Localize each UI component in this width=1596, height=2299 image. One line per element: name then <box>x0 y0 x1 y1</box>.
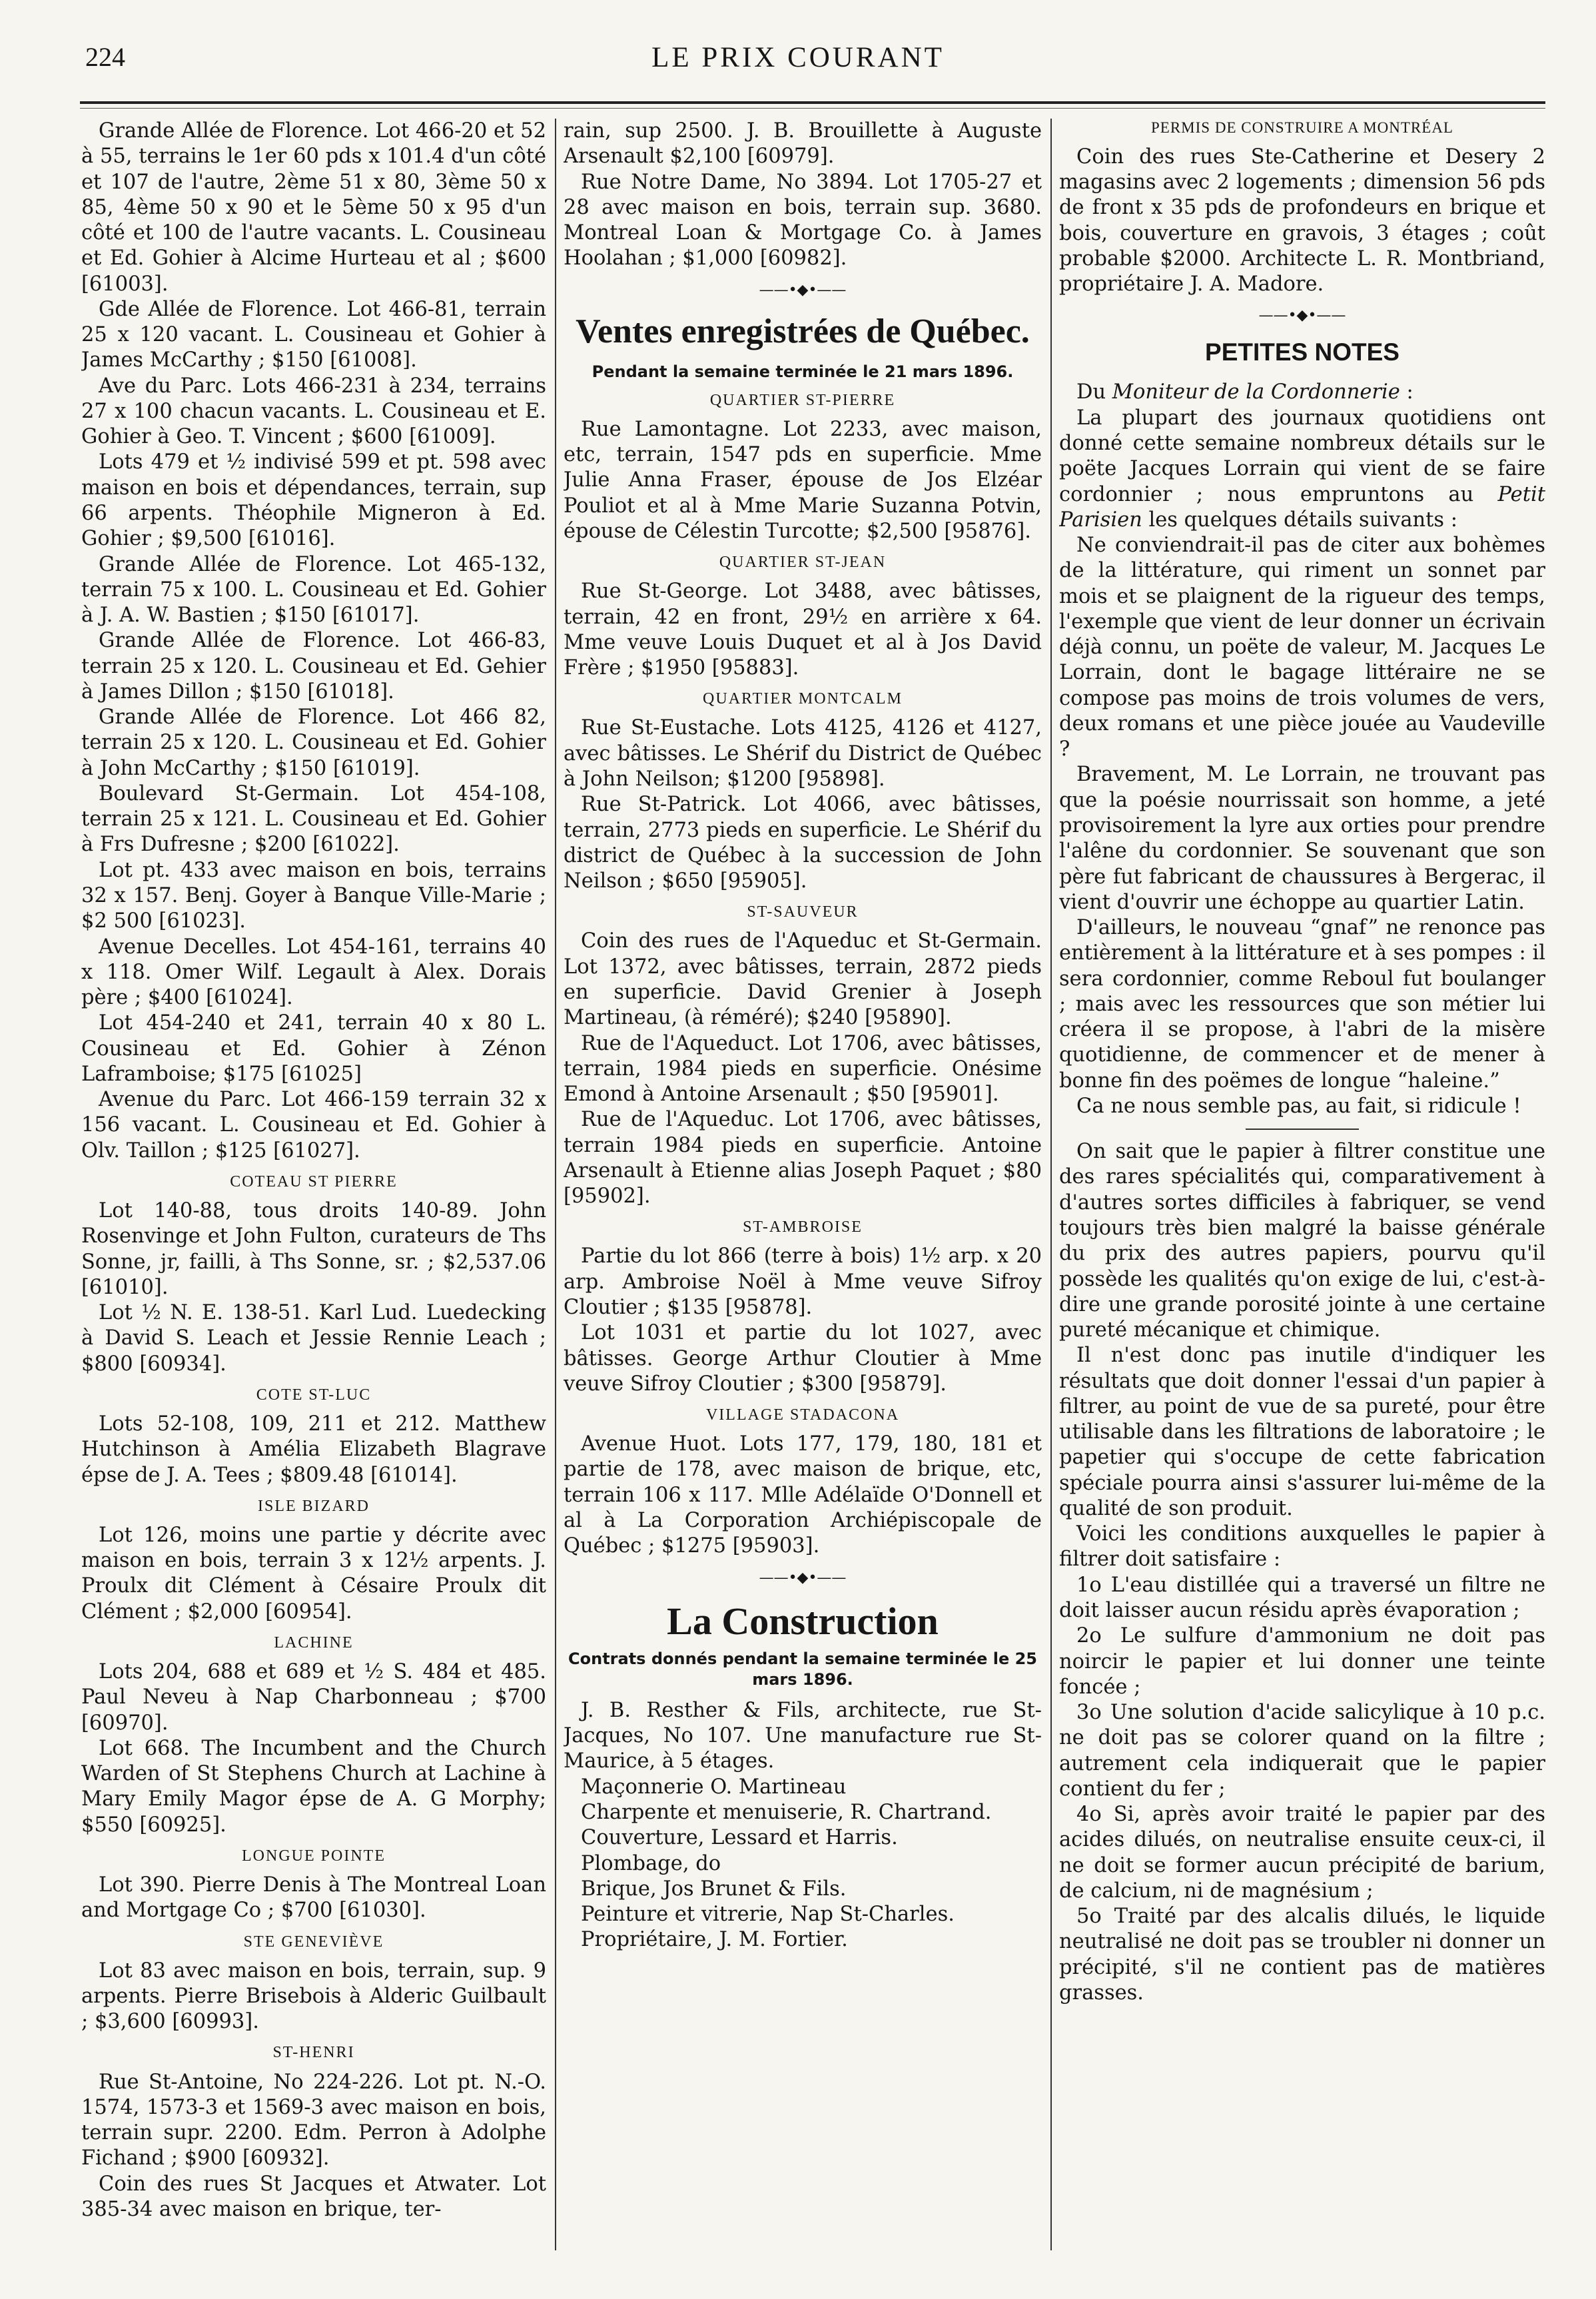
sale-entry: Grande Allée de Florence. Lot 465-132, terrain 75 x 100. L. Cousineau et Ed. Gohier à J. A. W. Bastien ; $150 [61017]. <box>81 552 546 628</box>
section-heading: ST-HENRI <box>272 2044 355 2062</box>
sale-entry: Coin des rues St Jacques et Atwater. Lot 385-34 avec maison en brique, ter- <box>81 2172 546 2221</box>
sale-entry: Avenue Huot. Lots 177, 179, 180, 181 et partie de 178, avec maison de brique, etc, terrain 106 x 117. Mlle Adélaïde O'Donnell et al à La Corporation Archiépiscopale de Québec ; $1275 [95903]. <box>564 1432 1042 1558</box>
column-divider <box>1050 119 1052 2250</box>
sale-entry: Lot 390. Pierre Denis à The Montreal Loan and Mortgage Co ; $700 [61030]. <box>81 1873 546 1923</box>
column-middle <box>564 119 1042 2257</box>
ornament-divider: ——•◆•—— <box>1258 307 1346 324</box>
sale-entry: Grande Allée de Florence. Lot 466-20 et 52 à 55, terrains le 1er 60 pds x 101.4 d'un côté et 107 de l'autre, 2ème 51 x 80, 3ème 50 x 85, 4ème 50 x 90 et le 5ème 50 x 95 d'un côté et 100 de l'autre vacants. L. Cousineau et Ed. Gohier à Alcime Hurteau et al ; $600 [61003]. <box>81 119 546 296</box>
contract-entry: Maçonnerie O. Martineau <box>581 1775 847 1799</box>
sale-entry: Lot 1031 et partie du lot 1027, avec bâtisses. George Arthur Cloutier à Mme veuve Sifroy Cloutier ; $300 [95879]. <box>564 1321 1042 1396</box>
section-title-notes: PETITES NOTES <box>1205 338 1399 366</box>
ornament-divider: ——•◆•—— <box>759 281 847 298</box>
column-divider <box>555 119 556 2250</box>
source-prefix: Du <box>1076 380 1112 404</box>
source-suffix: : <box>1399 380 1413 404</box>
sale-entry: Ave du Parc. Lots 466-231 à 234, terrains 27 x 100 chacun vacants. L. Cousineau et E. Gohier à Geo. T. Vincent ; $600 [61009]. <box>81 374 546 449</box>
condition-item: 3o Une solution d'acide salicylique à 10 p.c. ne doit pas se colorer quand on la filtre ; autrement cela indiquerait que le papier contient du fer ; <box>1059 1701 1545 1801</box>
header-rule-thin <box>80 108 1545 109</box>
header-rule <box>80 101 1545 104</box>
sale-entry: Rue de l'Aqueduct. Lot 1706, avec bâtisses, terrain, 1984 pieds en superficie. Onésime Emond à Antoine Arsenault ; $50 [95901]. <box>564 1031 1042 1107</box>
source-name: Moniteur de la Cordonnerie <box>1112 380 1400 404</box>
sale-entry: Rue Notre Dame, No 3894. Lot 1705-27 et 28 avec maison en bois, terrain sup. 3680. Montreal Loan & Mortgage Co. à James Hoolahan ; $1,000 [60982]. <box>564 170 1042 270</box>
ornament-divider: ——•◆•—— <box>759 1569 847 1586</box>
sale-entry: Rue St-Antoine, No 224-226. Lot pt. N.-O. 1574, 1573-3 et 1569-3 avec maison en bois, terrain supr. 2200. Edm. Perron à Adolphe Fichand ; $900 [60932]. <box>81 2070 546 2170</box>
sale-entry: Lot ½ N. E. 138-51. Karl Lud. Luedecking à David S. Leach et Jessie Rennie Leach ; $800 [60934]. <box>81 1301 546 1376</box>
permit-entry: Coin des rues Ste-Catherine et Desery 2 magasins avec 2 logements ; dimension 56 pds de front x 35 pds de profondeurs en brique et bois, couverture en gravois, 3 étages ; coût probable $2000. Architecte L. R. Montbriand, propriétaire J. A. Madore. <box>1059 145 1545 296</box>
section-heading: QUARTIER ST-JEAN <box>719 554 887 572</box>
section-heading: QUARTIER MONTCALM <box>703 690 903 708</box>
sale-entry: Lots 52-108, 109, 211 et 212. Matthew Hutchinson à Amélia Elizabeth Blagrave épse de J. A. Tees ; $809.48 [61014]. <box>81 1412 546 1487</box>
column-left <box>81 119 546 2257</box>
condition-item: 5o Traité par des alcalis dilués, le liquide neutralisé ne doit pas se troubler ni donner un précipité, s'il ne contient pas de matières grasses. <box>1059 1905 1545 2005</box>
section-heading: COTEAU ST PIERRE <box>230 1172 398 1190</box>
contract-entry: Couverture, Lessard et Harris. <box>581 1826 898 1850</box>
condition-item: 4o Si, après avoir traité le papier par des acides dilués, on neutralise ensuite ceux-ci, il ne doit se former aucun précipité de barium, de calcium, ni de magnésium ; <box>1059 1803 1545 1903</box>
section-heading: COTE ST-LUC <box>256 1386 372 1404</box>
article-paragraph: Ne conviendrait-il pas de citer aux bohèmes de la littérature, qui riment un sonnet par mois et se plaignent de la rigueur des temps, l'exemple que vient de leur donner un écrivain déjà connu, un poëte de valeur, M. Jacques Le Lorrain, dont le bagage littéraire ne se compose pas moins de trois volumes de vers, deux romans et une pièce jouée au Vaudeville ? <box>1059 534 1545 761</box>
section-title-construction: La Construction <box>667 1600 939 1643</box>
section-heading: STE GENEVIÈVE <box>243 1933 384 1951</box>
sale-entry: Lot 126, moins une partie y décrite avec maison en bois, terrain 3 x 12½ arpents. J. Proulx dit Clément à Césaire Proulx dit Clément ; $2,000 [60954]. <box>81 1523 546 1623</box>
sale-entry: Partie du lot 866 (terre à bois) 1½ arp. x 20 arp. Ambroise Noël à Mme veuve Sifroy Cloutier ; $135 [95878]. <box>564 1244 1042 1319</box>
article-paragraph: Ca ne nous semble pas, au fait, si ridicule ! <box>1076 1094 1521 1118</box>
article-paragraph: Il n'est donc pas inutile d'indiquer les résultats que doit donner l'essai d'un papier à filtrer, au point de vue de sa pureté, pour être utilisable dans les filtrations de laboratoire ; le papetier qui s'occupe de cette fabrication spéciale pourra ainsi s'assurer lui-même de la qualité de son produit. <box>1059 1344 1545 1520</box>
contract-entry: Plombage, do <box>581 1851 721 1875</box>
sale-entry: Rue de l'Aqueduc. Lot 1706, avec bâtisses, terrain 1984 pieds en superficie. Antoine Arsenault à Etienne alias Joseph Paquet ; $80 [95902]. <box>564 1108 1042 1208</box>
paragraph-text: les quelques détails suivants : <box>1142 508 1458 532</box>
sale-entry: Lot 83 avec maison en bois, terrain, sup. 9 arpents. Pierre Brisebois à Alderic Guilbault ; $3,600 [60993]. <box>81 1959 546 2034</box>
article-paragraph <box>1059 406 1545 533</box>
source-line <box>1059 380 1545 405</box>
section-heading: LONGUE POINTE <box>242 1847 386 1865</box>
sale-entry: Lots 204, 688 et 689 et ½ S. 484 et 485. Paul Neveu à Nap Charbonneau ; $700 [60970]. <box>81 1660 546 1735</box>
sale-entry: Rue St-George. Lot 3488, avec bâtisses, terrain, 42 en front, 29½ en arrière x 64. Mme veuve Louis Duquet et al à Jos David Frère ; $1950 [95883]. <box>564 580 1042 680</box>
section-heading: PERMIS DE CONSTRUIRE A MONTRÉAL <box>1151 119 1453 136</box>
contract-entry: J. B. Resther & Fils, architecte, rue St-Jacques, No 107. Une manufacture rue St-Maurice, à 5 étages. <box>564 1698 1042 1773</box>
page-number: 224 <box>85 42 125 72</box>
article-paragraph: On sait que le papier à filtrer constitue une des rares spécialités qui, comparativement à d'autres sortes difficiles à fabriquer, se vend toujours très bien malgré la baisse générale du prix des autres papiers, pourvu qu'il possède les qualités qu'on exige de lui, c'est-à-dire une grande porosité jointe à une certaine pureté mécanique et chimique. <box>1059 1140 1545 1342</box>
article-paragraph: Voici les conditions auxquelles le papier à filtrer doit satisfaire : <box>1059 1522 1545 1572</box>
sale-entry: Rue St-Eustache. Lots 4125, 4126 et 4127, avec bâtisses. Le Shérif du District de Québec à John Neilson; $1200 [95898]. <box>564 716 1042 791</box>
section-heading: LACHINE <box>274 1633 354 1651</box>
sale-entry: Lot 668. The Incumbent and the Church Warden of St Stephens Church at Lachine à Mary Emily Magor épse de A. G Morphy; $550 [60925]. <box>81 1736 546 1837</box>
article-paragraph: D'ailleurs, le nouveau “gnaf” ne renonce pas entièrement à la littérature et à ses pompes : il sera cordonnier, comme Reboul fut boulanger ; mais avec les ressources que son métier lui créera il se propose, à l'abri de la misère quotidienne, de commencer et de mener à bonne fin des poëmes de longue “haleine.” <box>1059 916 1545 1093</box>
sale-entry: Rue St-Patrick. Lot 4066, avec bâtisses, terrain, 2773 pieds en superficie. Le Shérif du district de Québec à la succession de John Neilson ; $650 [95905]. <box>564 793 1042 893</box>
condition-item: 2o Le sulfure d'ammonium ne doit pas noircir le papier et lui donner une teinte foncée ; <box>1059 1624 1545 1699</box>
contract-entry: Charpente et menuiserie, R. Chartrand. <box>581 1800 992 1824</box>
section-heading: ST-AMBROISE <box>743 1218 863 1236</box>
condition-item: 1o L'eau distillée qui a traversé un filtre ne doit laisser aucun résidu après évaporation ; <box>1059 1573 1545 1622</box>
contract-entry: Propriétaire, J. M. Fortier. <box>581 1928 848 1952</box>
article-paragraph: Bravement, M. Le Lorrain, ne trouvant pas que la poésie nourrissait son homme, a jeté provisoirement la lyre aux orties pour prendre l'alêne du cordonnier. Se souvenant que son père fut fabricant de chaussures à Bergerac, il vient d'ouvrir une échoppe au quartier Latin. <box>1059 763 1545 914</box>
section-rule <box>1246 1129 1359 1130</box>
section-heading: VILLAGE STADACONA <box>705 1406 900 1424</box>
sale-entry: Coin des rues de l'Aqueduc et St-Germain. Lot 1372, avec bâtisses, terrain, 2872 pieds en superficie. David Grenier à Joseph Martineau, (à réméré); $240 [95890]. <box>564 929 1042 1030</box>
section-subtitle: Contrats donnés pendant la semaine terminée le 25 mars 1896. <box>568 1649 1037 1689</box>
contract-entry: Brique, Jos Brunet & Fils. <box>581 1877 847 1901</box>
section-subtitle: Pendant la semaine terminée le 21 mars 1896. <box>592 362 1014 381</box>
sale-entry: Avenue du Parc. Lot 466-159 terrain 32 x 156 vacant. L. Cousineau et Ed. Gohier à Olv. Taillon ; $125 [61027]. <box>81 1088 546 1162</box>
sale-entry: Gde Allée de Florence. Lot 466-81, terrain 25 x 120 vacant. L. Cousineau et Gohier à James McCarthy ; $150 [61008]. <box>81 297 546 372</box>
sale-entry: Rue Lamontagne. Lot 2233, avec maison, etc, terrain, 1547 pds en superficie. Mme Julie Anna Fraser, épouse de Jos Elzéar Pouliot et al à Mme Marie Suzanna Potvin, épouse de Célestin Turcotte; $2,500 [95876]. <box>564 417 1042 543</box>
column-right <box>1059 119 1545 2257</box>
sale-entry: Avenue Decelles. Lot 454-161, terrains 40 x 118. Omer Wilf. Legault à Alex. Dorais père ; $400 [61024]. <box>81 935 546 1010</box>
page-title: LE PRIX COURANT <box>651 42 945 73</box>
contract-entry: Peinture et vitrerie, Nap St-Charles. <box>581 1903 955 1927</box>
sale-entry: Lot 454-240 et 241, terrain 40 x 80 L. Cousineau et Ed. Gohier à Zénon Laframboise; $175 [61025] <box>81 1011 546 1086</box>
section-title-ventes: Ventes enregistrées de Québec. <box>576 312 1030 351</box>
section-heading: ISLE BIZARD <box>258 1497 370 1515</box>
sale-entry: Grande Allée de Florence. Lot 466 82, terrain 25 x 120. L. Cousineau et Ed. Gohier à John McCarthy ; $150 [61019]. <box>81 705 546 780</box>
paragraph-text: La plupart des journaux quotidiens ont donné cette semaine nombreux détails sur le poëte Jacques Lorrain qui vient de se faire cordonnier ; nous empruntons au <box>1059 406 1545 506</box>
sale-entry: Lot pt. 433 avec maison en bois, terrains 32 x 157. Benj. Goyer à Banque Ville-Marie ; $2 500 [61023]. <box>81 858 546 933</box>
sale-entry: Lot 140-88, tous droits 140-89. John Rosenvinge et John Fulton, curateurs de Ths Sonne, jr, failli, à Ths Sonne, sr. ; $2,537.06 [61010]. <box>81 1199 546 1299</box>
sale-entry: Grande Allée de Florence. Lot 466-83, terrain 25 x 120. L. Cousineau et Ed. Gehier à James Dillon ; $150 [61018]. <box>81 629 546 703</box>
sale-entry: Boulevard St-Germain. Lot 454-108, terrain 25 x 121. L. Cousineau et Ed. Gohier à Frs Dufresne ; $200 [61022]. <box>81 781 546 857</box>
sale-entry: rain, sup 2500. J. B. Brouillette à Auguste Arsenault $2,100 [60979]. <box>564 119 1042 169</box>
section-heading: QUARTIER ST-PIERRE <box>709 391 896 409</box>
section-heading: ST-SAUVEUR <box>747 903 859 921</box>
sale-entry: Lots 479 et ½ indivisé 599 et pt. 598 avec maison en bois et dépendances, terrain, sup 66 arpents. Théophile Migneron à Ed. Gohier ; $9,500 [61016]. <box>81 450 546 551</box>
journal-name: Petit Parisien <box>1059 482 1545 532</box>
